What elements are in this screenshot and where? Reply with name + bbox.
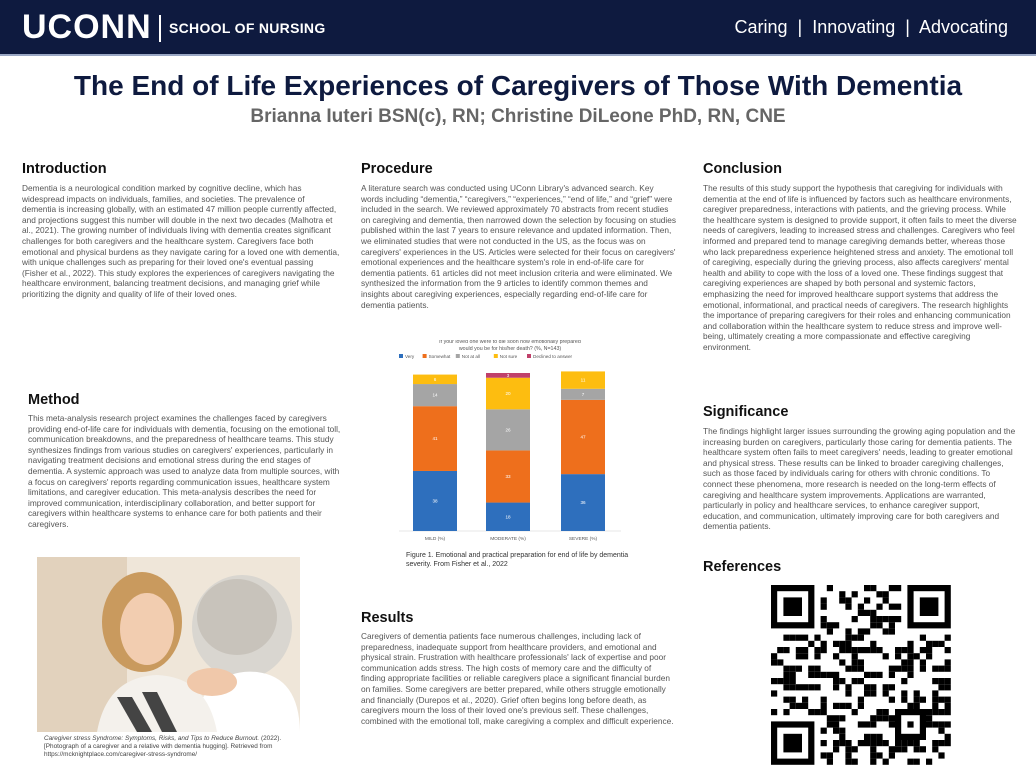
bar-value-label: 33 [505, 474, 511, 480]
bar-value-label: 36 [580, 500, 586, 506]
bar-value-label: 38 [432, 498, 438, 504]
bar-value-label: 41 [432, 436, 438, 442]
procedure-heading: Procedure [361, 161, 433, 177]
poster-authors: Brianna Iuteri BSN(c), RN; Christine DiLeone PhD, RN, CNE [250, 106, 786, 127]
caregiver-photo [37, 557, 300, 732]
bar-value-label: 6 [433, 376, 437, 382]
poster-title: The End of Life Experiences of Caregivers of Those With Dementia [73, 70, 963, 101]
chart-title-line-2: would you be for his/her death? (%, N=143) [458, 346, 562, 352]
legend-swatch-3 [494, 354, 498, 358]
results-heading: Results [361, 610, 414, 626]
references-heading: References [703, 559, 782, 575]
legend-label-1: Somewhat [428, 353, 451, 359]
chart-svg [395, 340, 625, 545]
bar-value-label: 7 [581, 391, 585, 397]
preparedness-chart [395, 340, 625, 545]
legend-label-0: Very [405, 353, 415, 359]
legend-swatch-4 [527, 354, 531, 358]
bar-value-label: 47 [580, 434, 586, 440]
method-heading: Method [28, 392, 80, 408]
header-bar [0, 0, 1036, 56]
x-tick-label: MODERATE (%) [490, 537, 526, 542]
method-body: This meta-analysis research project examines the challenges faced by caregivers providing end-of-life care for individuals with dementia, focusing on the emotional toll, communication breakdowns, and the preparedness of healthcare teams. This study synthesizes findings from various studies on caregivers' experiences, particularly in navigating treatment decisions and emotional stress during the end stages of dementia. A systemic approach was used to analyze data from multiple sources, with a focus on caregivers' reports regarding communication issues, healthcare system limitations, and caregiver education. This meta-analysis describes the need for improved communication, interdisciplinary collaboration, and better support for caregivers within healthcare systems to enhance care for both patients and their caregivers. [28, 413, 341, 529]
bar-value-label: 18 [505, 514, 511, 520]
bar-value-label: 20 [505, 391, 511, 397]
bar-value-label: 14 [432, 392, 438, 398]
references-qr-code[interactable] [763, 577, 959, 773]
qr-code-graphic [763, 577, 959, 773]
caregiver-hug-illustration [37, 557, 300, 732]
legend-label-3: Not sure [499, 353, 518, 359]
legend-swatch-0 [399, 354, 403, 358]
legend-label-4: Declined to answer [533, 353, 573, 359]
logo-divider [159, 15, 161, 42]
conclusion-heading: Conclusion [703, 161, 782, 177]
photo-caption-rest: (2022). [Photograph of a caregiver and a relative with dementia hugging]. Retrieved from https://mcknightplace.com/caregiver-stress-syndrome/ [44, 735, 282, 758]
significance-body: The findings highlight larger issues surrounding the growing aging population and the increasing burden on caregivers, particularly those caring for dementia patients. The healthcare system often fails to meet caregivers' needs, leading to greater emotional and physical stress. These results can be linked to broader caregiving challenges, such as those faced by individuals caring for others with chronic conditions. To connect these phenomena, more research is needed on the long-term effects of caregiving and healthcare system improvements. Applications are warranted, particularly in policy and healthcare services, to enhance caregiver support, education, and communication, ultimately improving care for both caregivers and dementia patients. [703, 426, 1016, 532]
legend-swatch-1 [423, 354, 427, 358]
photo-caption-title: Caregiver stress Syndrome: Symptoms, Risks, and Tips to Reduce Burnout. [44, 735, 260, 742]
chart-title-line-1: If your loved one were to die soon how emotionally prepared [439, 340, 581, 345]
uconn-logo: UCONN [22, 8, 152, 46]
bar-value-label: 3 [506, 372, 510, 378]
bar-value-label: 26 [505, 427, 511, 433]
x-tick-label: SEVERE (%) [568, 537, 598, 542]
photo-caption [44, 735, 304, 759]
figure-caption: Figure 1. Emotional and practical preparation for end of life by dementia severity. From Fisher et al., 2022 [406, 552, 629, 568]
introduction-heading: Introduction [22, 161, 107, 177]
significance-heading: Significance [703, 404, 789, 420]
chart-bars [413, 371, 605, 531]
procedure-body: A literature search was conducted using UConn Library's advanced search. Key words including “dementia,” “caregivers,” “experiences,” “end of life,” and “grief” were included in the search. We reviewed approximately 70 abstracts from recent studies on caregiving and dementia, then narrowed down the selection by focusing on studies published within the last 7 years to ensure relevance and updated information. Then, we eliminated studies that were not conducted in the US, as the focus was on caregivers' experiences in the US. Articles were selected for their focus on caregivers' emotional experiences and the healthcare system's role in end-of-life care for dementia patients. 61 articles did not meet inclusion criteria and were eliminated. We synthesized the information from the 9 articles to identify common themes and insights about caregiving experiences, especially regarding end-of-life care for dementia patients. [361, 183, 677, 310]
x-tick-label: MILD (%) [424, 537, 446, 542]
chart-legend [399, 354, 573, 359]
tagline: Caring | Innovating | Advocating [734, 17, 1008, 37]
legend-swatch-2 [456, 354, 460, 358]
school-name: SCHOOL OF NURSING [169, 20, 326, 36]
legend-label-2: Not at all [461, 353, 480, 359]
chart-x-labels [425, 536, 598, 542]
bar-value-label: 11 [580, 377, 586, 383]
results-body: Caregivers of dementia patients face numerous challenges, including lack of preparedness, inadequate support from healthcare providers, and emotional and physical strain. Frustration with healthcare professionals' lack of expertise and poor communication adds stress. The high costs of memory care and the difficulty of finding appropriate facilities or reliable caregivers place a significant financial burden on families. Some caregivers are better prepared, while others struggle emotionally and financially (Durepos et al., 2020). Grief often begins long before death, as caregivers mourn the loss of their loved one's previous self. These challenges, combined with the emotional toll, make caregiving a complex and difficult experience. [361, 631, 674, 726]
conclusion-body: The results of this study support the hypothesis that caregiving for individuals with dementia at the end of life is influenced by factors such as healthcare environments, caregiver preparedness, interactions with patients, and the grieving process. While the healthcare system is designed to provide support, it often fails to meet the diverse needs of caregivers, leading to increased stress and challenges. Caregivers who feel informed and prepared tend to manage caregiving demands better, whereas those who lack preparedness experience heightened stress and anxiety. The emotional toll of caregiving, especially during the grieving process, also affects caregivers' mental health and ability to cope with the loss of a loved one. These findings suggest that caregiving experiences are shaped by both personal and systemic factors, emphasizing the need for improved healthcare support systems that address the emotional, informational, and practical needs of caregivers. The research highlights the importance of preparing caregivers for their roles and enhancing communication and collaboration within the healthcare system to reduce stress and improve well-being, ultimately creating a more compassionate and effective caregiving environment. [703, 183, 1017, 352]
introduction-body: Dementia is a neurological condition marked by cognitive decline, which has widespread impacts on individuals, families, and societies. The prevalence of dementia is increasing globally, with an estimated 47 million people currently affected, and projections suggest this number will double in the next two decades (Malhotra et al., 2021). The growing number of individuals living with dementia creates significant challenges for both caregivers and the healthcare system. Caregivers face both emotional and physical burdens as they navigate caring for a loved one with dementia, with unique challenges such as preparing for their loved one's eventual passing (Fisher et al., 2022). This study explores the experiences of caregivers navigating the healthcare environment, balancing treatment decisions, and managing grief while prioritizing the dignity and quality of life of their loved ones. [22, 183, 340, 299]
